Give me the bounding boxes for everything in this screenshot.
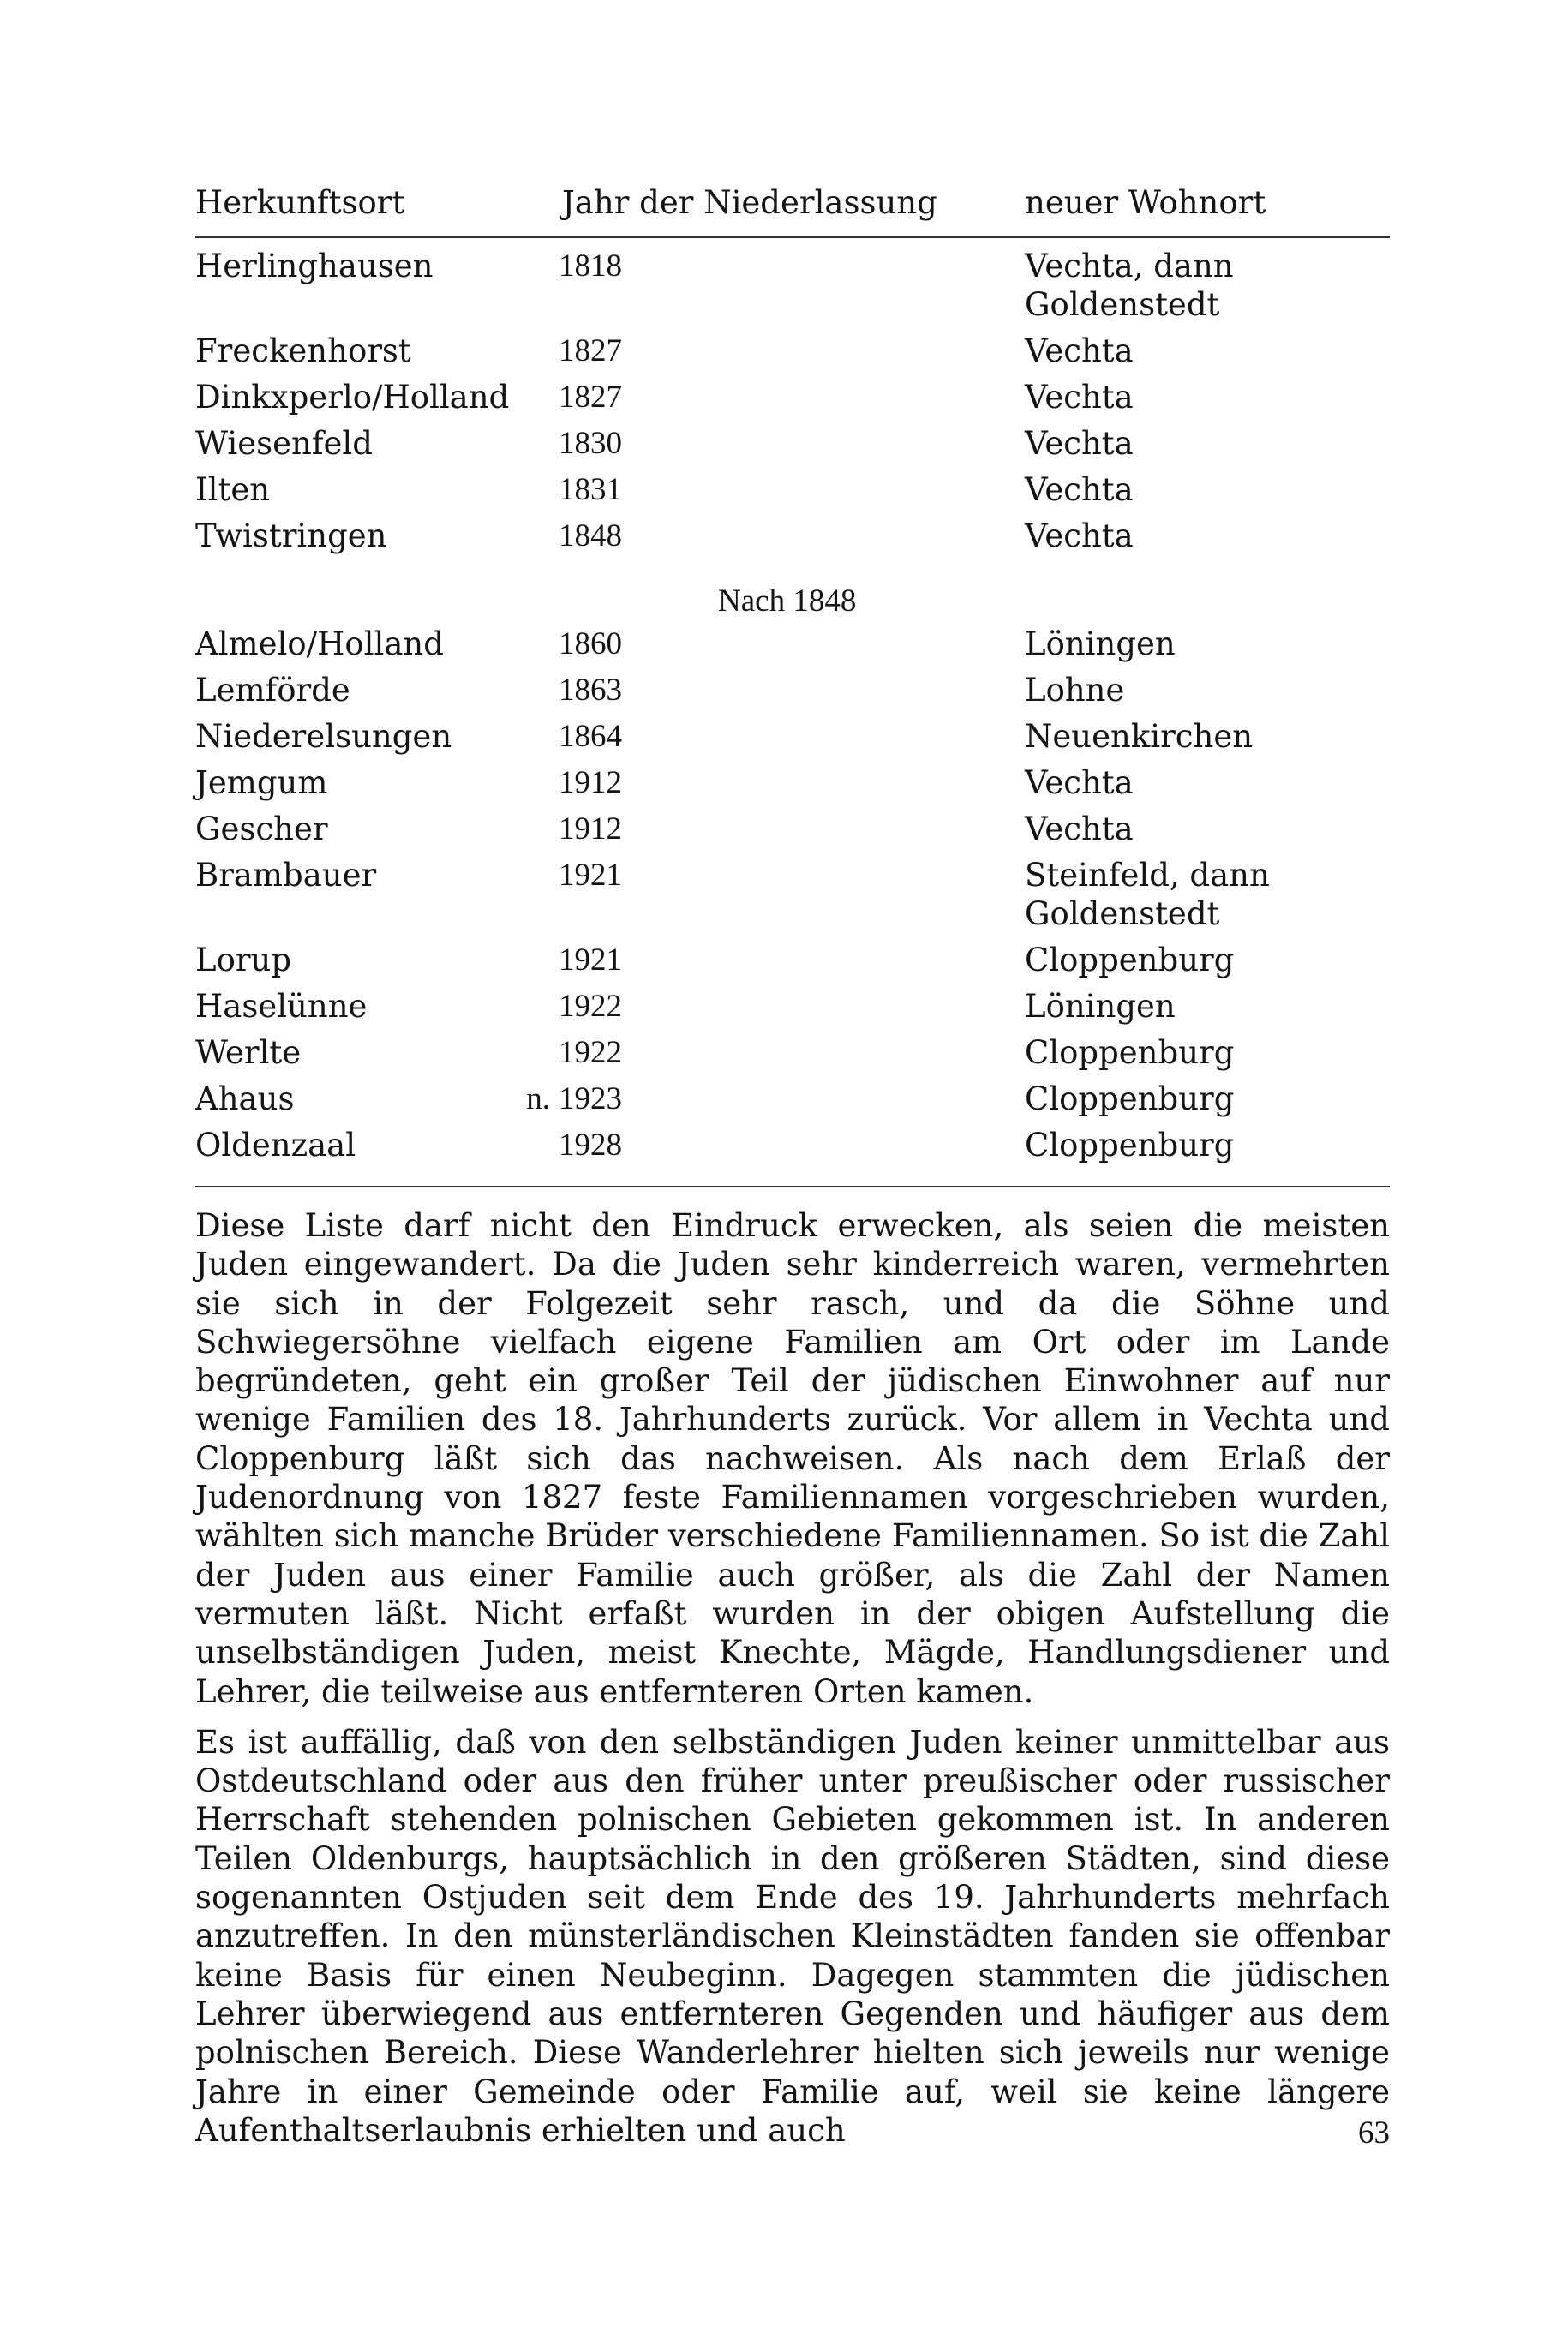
residence-cell: Löningen [1025,988,1176,1025]
paragraph: Es ist auffällig, daß von den selbständigen Juden keiner unmittelbar aus Ostdeutschland oder aus den früher unter preußischer oder russischer Herrschaft stehenden polnischen Gebieten gekommen ist. In anderen Teilen Oldenburgs, hauptsächlich in den größeren Städten, sind diese sogenannten Ostjuden seit dem Ende des 19. Jahrhunderts mehrfach anzutreffen. In den münsterländischen Kleinstädten fanden sie offenbar keine Basis für einen Neubeginn. Dagegen stammten die jüdischen Lehrer überwiegend aus entfernteren Gegenden und häufiger aus dem polnischen Bereich. Diese Wanderlehrer hielten sich jeweils nur wenige Jahre in einer Gemeinde oder Familie auf, weil sie keine längere Aufenthaltserlaubnis erhielten und auch [195,1723,1390,2149]
column-header-origin: Herkunftsort [195,184,405,221]
table-row [195,810,1390,856]
residence-cell: Vechta [1025,471,1134,508]
year-cell: 1912 [559,765,622,800]
year-cell: 1863 [559,673,622,708]
year-cell: 1830 [559,426,622,461]
residence-cell: Cloppenburg [1025,1034,1235,1071]
origin-cell: Lemförde [195,672,350,709]
origin-cell: Wiesenfeld [195,425,373,462]
residence-cell: Steinfeld, dann Goldenstedt [1025,857,1270,932]
paragraph: Diese Liste darf nicht den Eindruck erwecken, als seien die meisten Juden eingewandert. Da die Juden sehr kinderreich waren, vermehrten sie sich in der Folgezeit sehr rasch, und da die Söhne und Schwiegersöhne vielfach eigene Familien am Ort oder im Lande begründeten, geht ein großer Teil der jüdischen Einwohner auf nur wenige Familien des 18. Jahrhunderts zurück. Vor allem in Vechta und Cloppenburg läßt sich das nachweisen. Als nach dem Erlaß der Judenordnung von 1827 feste Familiennamen vorgeschrieben wurden, wählten sich manche Brüder verschiedene Familiennamen. So ist die Zahl der Juden aus einer Familie auch größer, als die Zahl der Namen vermuten läßt. Nicht erfaßt wurden in der obigen Aufstellung die unselbständigen Juden, meist Knechte, Mägde, Handlungsdiener und Lehrer, die teilweise aus entfernteren Orten kamen. [195,1207,1390,1710]
table-row [195,856,1390,941]
residence-cell: Cloppenburg [1025,942,1235,978]
table-row [195,517,1390,563]
origin-cell: Gescher [195,811,328,847]
year-cell: 1921 [559,942,622,978]
origin-cell: Lorup [195,942,292,978]
residence-cell: Vechta, dann Goldenstedt [1025,248,1234,323]
year-value: 1923 [559,1081,622,1116]
year-cell: 1864 [559,719,622,754]
body-text [195,1206,1390,2162]
year-cell: 1912 [559,811,622,846]
year-cell: 1848 [559,518,622,553]
year-cell: 1860 [559,626,622,661]
table-row [195,470,1390,517]
table-row [195,987,1390,1033]
table-row [195,378,1390,424]
column-header-residence: neuer Wohnort [1025,184,1266,221]
table-top-rule [195,236,1390,238]
year-cell: 1818 [559,248,622,284]
residence-cell: Vechta [1025,811,1134,847]
residence-cell: Vechta [1025,379,1134,416]
origin-cell: Ahaus [195,1080,295,1117]
origin-cell: Oldenzaal [195,1127,356,1164]
origin-cell: Freckenhorst [195,332,411,369]
table-section-heading [195,563,1390,625]
column-header-year: Jahr der Niederlassung [562,184,937,221]
origin-cell: Twistringen [195,517,387,554]
origin-cell: Brambauer [195,857,377,894]
year-cell [526,1080,622,1118]
table-body [195,247,1390,1172]
table-header [195,176,1390,227]
residence-cell: Cloppenburg [1025,1127,1235,1164]
residence-cell: Cloppenburg [1025,1080,1235,1117]
table-row [195,717,1390,763]
year-cell: 1928 [559,1128,622,1163]
table-row [195,424,1390,470]
table-row [195,941,1390,987]
year-cell: 1831 [559,472,622,507]
origin-cell: Niederelsungen [195,718,452,755]
year-prefix: n. [526,1081,550,1116]
residence-cell: Neuenkirchen [1025,718,1254,755]
origin-cell: Werlte [195,1034,302,1071]
table-bottom-rule [195,1186,1390,1187]
year-cell: 1922 [559,1035,622,1070]
residence-cell: Löningen [1025,625,1176,662]
page-number: 63 [1358,2115,1390,2151]
origin-cell: Ilten [195,471,271,508]
table-row [195,625,1390,671]
year-cell: 1922 [559,989,622,1024]
table-row [195,1126,1390,1172]
residence-cell: Vechta [1025,764,1134,801]
section-label: Nach 1848 [718,583,857,619]
origin-cell: Haselünne [195,988,368,1025]
residence-cell: Vechta [1025,425,1134,462]
table-row [195,671,1390,717]
origin-cell: Jemgum [195,764,328,801]
origin-cell: Herlinghausen [195,248,434,284]
table-row [195,1033,1390,1080]
table-row [195,247,1390,332]
residence-cell: Lohne [1025,672,1125,709]
table-row [195,332,1390,378]
residence-cell: Vechta [1025,332,1134,369]
table-row [195,763,1390,810]
residence-cell: Vechta [1025,517,1134,554]
year-cell: 1827 [559,380,622,415]
year-cell: 1921 [559,858,622,893]
year-cell: 1827 [559,333,622,368]
origin-cell: Dinkxperlo/Holland [195,379,510,416]
table-row [195,1080,1390,1126]
origin-cell: Almelo/Holland [195,625,444,662]
